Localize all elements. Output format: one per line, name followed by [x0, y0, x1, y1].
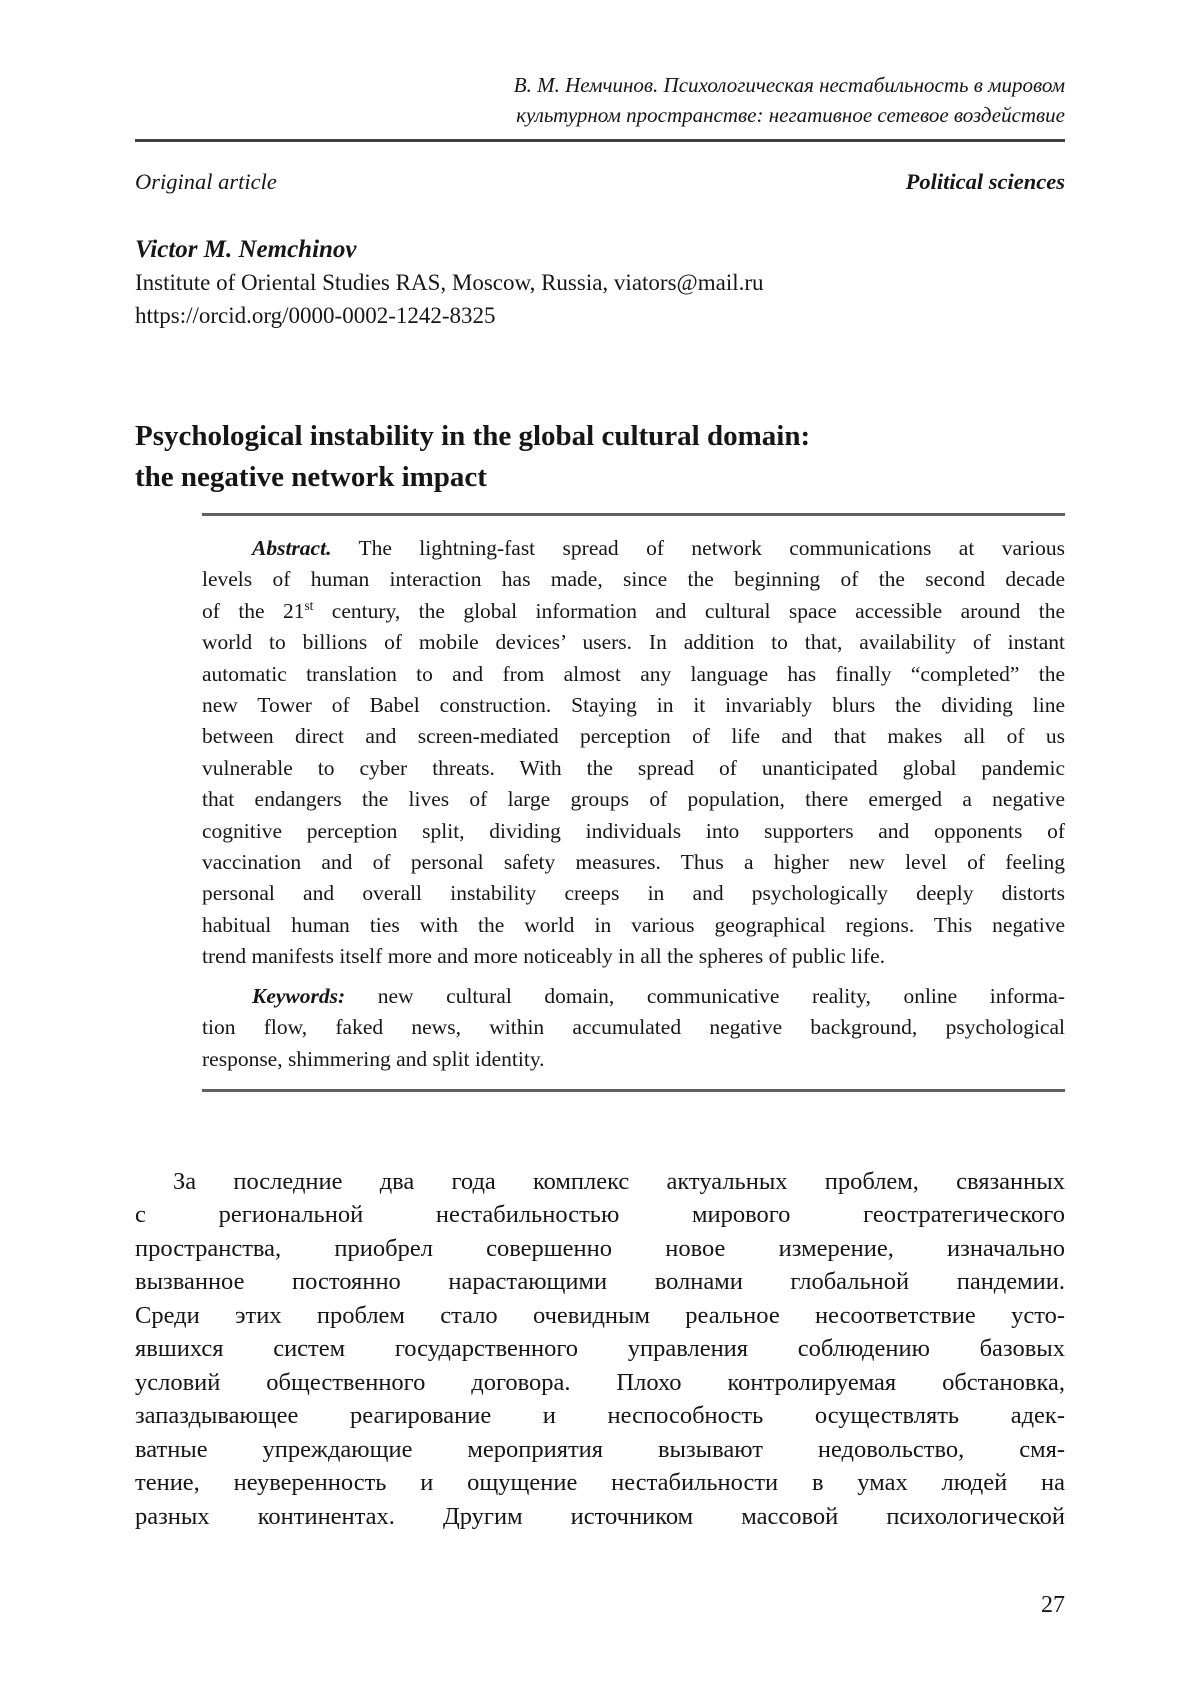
running-head: [135, 70, 1065, 130]
text-line: культурном пространстве: негативное сетевое воздействие: [516, 103, 1065, 127]
article-title: [135, 416, 1065, 498]
page-number: 27: [1041, 1592, 1065, 1619]
text-line: запаздывающее реагирование и неспособность осуществлять адек-: [135, 1402, 1065, 1430]
body-paragraph-ru: [135, 1165, 1065, 1534]
text-line: automatic translation to and from almost any language has finally “completed” the: [202, 661, 1065, 686]
text-line: Keywords: new cultural domain, communicative reality, online informa-: [252, 983, 1065, 1008]
article-type-label: Original article: [135, 169, 277, 194]
text-line: Abstract. The lightning-fast spread of network communications at various: [252, 536, 1065, 560]
text-line: response, shimmering and split identity.: [202, 1046, 545, 1071]
text-line: явшихся систем государственного управления соблюдению базовых: [135, 1335, 1065, 1363]
text-line: тение, неуверенность и ощущение нестабильности в умах людей на: [135, 1469, 1065, 1497]
header-rule: [135, 139, 1065, 142]
text-line: of the 21st century, the global information and cultural space accessible around the: [202, 597, 1065, 623]
text-line: vulnerable to cyber threats. With the spread of unanticipated global pandemic: [202, 755, 1065, 780]
author-block: [135, 234, 1065, 332]
text-line: that endangers the lives of large groups of population, there emerged a negative: [202, 787, 1065, 812]
text-line: vaccination and of personal safety measures. Thus a higher new level of feeling: [202, 850, 1065, 875]
text-line: ватные упреждающие мероприятия вызывают недовольство, смя-: [135, 1435, 1065, 1463]
text-line: За последние два года комплекс актуальных проблем, связанных: [173, 1167, 1065, 1195]
text-line: с региональной нестабильностью мирового геостратегического: [135, 1201, 1065, 1229]
text-line: Среди этих проблем стало очевидным реальное несоответствие усто-: [135, 1301, 1065, 1329]
abstract-block: [202, 513, 1065, 1092]
text-line: cognitive perception split, dividing individuals into supporters and opponents of: [202, 818, 1065, 843]
text-line: разных континентах. Другим источником массовой психологической: [135, 1502, 1065, 1530]
abstract-bottom-rule: [202, 1089, 1065, 1092]
text-line: условий общественного договора. Плохо контролируемая обстановка,: [135, 1368, 1065, 1396]
text-line: tion flow, faked news, within accumulated negative background, psychological: [202, 1015, 1065, 1040]
text-line: habitual human ties with the world in various geographical regions. This negative: [202, 912, 1065, 937]
text-line: В. М. Немчинов. Психологическая нестабильность в мировом: [513, 73, 1065, 97]
text-line: пространства, приобрел совершенно новое измерение, изначально: [135, 1234, 1065, 1262]
author-affiliation: Institute of Oriental Studies RAS, Moscow, Russia, viators@mail.ru: [135, 270, 764, 295]
text-line: the negative network impact: [135, 461, 487, 493]
text-line: new Tower of Babel construction. Staying in it invariably blurs the dividing line: [202, 693, 1065, 718]
author-name: Victor M. Nemchinov: [135, 236, 357, 263]
text-line: Psychological instability in the global cultural domain:: [135, 420, 811, 452]
abstract-paragraph: [202, 533, 1065, 973]
text-line: вызванное постоянно нарастающими волнами глобальной пандемии.: [135, 1268, 1065, 1296]
meta-row: [135, 168, 1065, 196]
keywords-paragraph: [202, 981, 1065, 1075]
abstract-top-rule: [202, 513, 1065, 516]
text-line: levels of human interaction has made, since the beginning of the second decade: [202, 567, 1065, 592]
text-line: trend manifests itself more and more noticeably in all the spheres of public life.: [202, 944, 886, 969]
text-line: personal and overall instability creeps in and psychologically deeply distorts: [202, 881, 1065, 906]
section-label: Political sciences: [905, 169, 1065, 194]
text-line: between direct and screen-mediated perception of life and that makes all of us: [202, 724, 1065, 749]
text-line: world to billions of mobile devices’ users. In addition to that, availability of instant: [202, 630, 1065, 655]
author-orcid-url: https://orcid.org/0000-0002-1242-8325: [135, 303, 496, 328]
